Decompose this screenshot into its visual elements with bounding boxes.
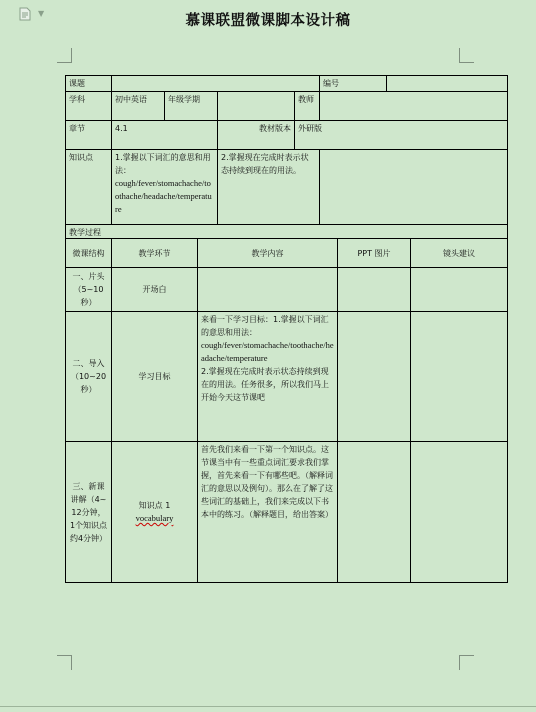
row1-structure: 一、片头（5~10秒） — [66, 268, 112, 312]
kp1-text: 1.掌握以下词汇的意思和用法： — [115, 153, 211, 175]
row2-content[interactable] — [198, 312, 338, 442]
subject-value[interactable]: 初中英语 — [112, 92, 165, 121]
row2-content-words: cough/fever/stomachache/toothache/headache/temperature — [201, 340, 334, 363]
subject-label: 学科 — [66, 92, 112, 121]
knowledge-label: 知识点 — [66, 150, 112, 225]
process-label: 教学过程 — [66, 225, 508, 241]
header-section: 教学环节 — [112, 239, 198, 268]
textbook-label: 教材版本 — [218, 121, 295, 150]
header-shot: 镜头建议 — [411, 239, 508, 268]
teacher-value[interactable] — [320, 92, 508, 121]
knowledge-point-1[interactable] — [112, 150, 218, 225]
knowledge-point-3[interactable] — [320, 150, 508, 225]
topic-label: 课题 — [66, 76, 112, 92]
row1-content[interactable] — [198, 268, 338, 312]
number-label: 编号 — [320, 76, 387, 92]
row3-section-line2: vocabulary — [135, 513, 174, 523]
teacher-label: 教师 — [295, 92, 320, 121]
row2-section: 学习目标 — [112, 312, 198, 442]
info-table — [65, 75, 508, 241]
header-content: 教学内容 — [198, 239, 338, 268]
row3-structure: 三、新课讲解（4~12分钟，1个知识点约4分钟） — [66, 442, 112, 583]
page-edge — [0, 706, 536, 707]
row2-structure: 二、导入（10~20秒） — [66, 312, 112, 442]
row1-section: 开场白 — [112, 268, 198, 312]
header-structure: 微课结构 — [66, 239, 112, 268]
margin-corner-bottom-right — [459, 655, 474, 670]
grade-label: 年级学期 — [165, 92, 218, 121]
process-table — [65, 238, 508, 583]
kp1-words: cough/fever/stomachache/toothache/headache/temperature — [115, 178, 212, 214]
row2-shot[interactable] — [411, 312, 508, 442]
margin-corner-bottom-left — [57, 655, 72, 670]
chapter-label: 章节 — [66, 121, 112, 150]
topic-value[interactable] — [112, 76, 320, 92]
row1-ppt[interactable] — [338, 268, 411, 312]
margin-corner-top-left — [57, 48, 72, 63]
knowledge-point-2[interactable]: 2.掌握现在完成时表示状态持续到现在的用法。 — [218, 150, 320, 225]
chapter-value[interactable]: 4.1 — [112, 121, 218, 150]
row3-content[interactable]: 首先我们来看一下第一个知识点。这节课当中有一些重点词汇要求我们掌握，首先来看一下有哪些吧。（解释词汇的意思以及例句）。那么在了解了这些词汇的基础上，我们来完成以下书本中的练习。（解释题目，给出答案） — [198, 442, 338, 583]
row3-shot[interactable] — [411, 442, 508, 583]
grade-value[interactable] — [218, 92, 295, 121]
number-value[interactable] — [387, 76, 508, 92]
row1-shot[interactable] — [411, 268, 508, 312]
textbook-value[interactable]: 外研版 — [295, 121, 508, 150]
margin-corner-top-right — [459, 48, 474, 63]
row3-section — [112, 442, 198, 583]
row2-content-intro: 来看一下学习目标：1.掌握以下词汇的意思和用法： — [201, 315, 329, 337]
row3-ppt[interactable] — [338, 442, 411, 583]
dropdown-arrow-icon[interactable]: ▼ — [38, 9, 45, 18]
row3-section-line1: 知识点 1 — [138, 501, 171, 510]
row2-ppt[interactable] — [338, 312, 411, 442]
row2-content-rest: 2.掌握现在完成时表示状态持续到现在的用法。任务很多，所以我们马上开始今天这节课吧 — [201, 367, 329, 402]
page-title: 慕课联盟微课脚本设计稿 — [185, 12, 351, 29]
header-ppt: PPT 图片 — [338, 239, 411, 268]
